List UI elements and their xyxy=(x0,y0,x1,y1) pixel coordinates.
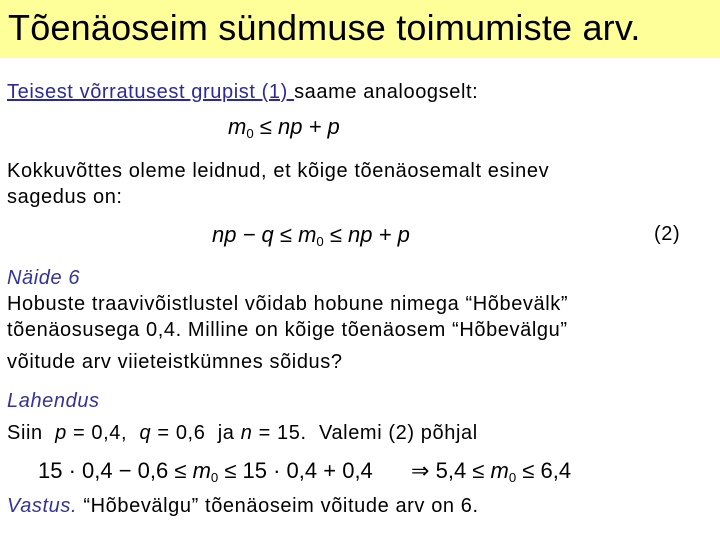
summary-line-1: Kokkuvõttes oleme leidnud, et kõige tõenäosemalt esinev xyxy=(7,160,550,182)
eq2-rhs: ≤ np + p xyxy=(323,222,410,247)
eq3-m2: m xyxy=(490,458,509,483)
eq1-m: m xyxy=(228,114,247,139)
example-line-3: võitude arv viieteistkümnes sõidus? xyxy=(7,351,343,373)
siin-text: Siin xyxy=(7,422,43,444)
solution-tail: Valemi (2) põhjal xyxy=(318,422,478,444)
q-value: = 0,6 xyxy=(151,422,206,444)
eq3-right-b: ≤ 6,4 xyxy=(516,458,572,483)
ja-text: ja xyxy=(217,422,235,444)
solution-heading: Lahendus xyxy=(7,390,100,412)
example-line-1: Hobuste traavivõistlustel võidab hobune nimega “Hõbevälk” xyxy=(7,293,569,315)
eq3-right-a: 5,4 ≤ xyxy=(435,458,491,483)
intro-line xyxy=(7,80,478,104)
eq2-m: m xyxy=(298,222,317,247)
p-value: = 0,4, xyxy=(66,422,128,444)
n-value: = 15. xyxy=(252,422,307,444)
implies-arrow: ⇒ xyxy=(411,458,430,483)
answer-line xyxy=(7,494,479,518)
eq3-left: 15 · 0,4 − 0,6 ≤ xyxy=(38,458,193,483)
n-symbol: n xyxy=(240,422,253,444)
reference-link[interactable]: Teisest võrratusest grupist (1) xyxy=(7,81,295,103)
equation-1 xyxy=(228,114,340,141)
q-symbol: q xyxy=(139,422,152,444)
eq2-lhs: np − q ≤ xyxy=(212,222,299,247)
eq3-sub2: 0 xyxy=(508,470,517,485)
intro-rest: saame analoogselt: xyxy=(294,81,479,103)
answer-label: Vastus. xyxy=(7,495,78,517)
eq3-sub: 0 xyxy=(210,470,219,485)
eq2-sub: 0 xyxy=(316,234,324,249)
example-line-2: tõenäosusega 0,4. Milline on kõige tõenäosem “Hõbevälgu” xyxy=(7,319,568,341)
p-symbol: p xyxy=(55,422,67,444)
eq3-mid: ≤ 15 · 0,4 + 0,4 xyxy=(218,458,373,483)
title-bar xyxy=(0,0,720,58)
eq1-sub: 0 xyxy=(246,126,254,141)
answer-text: “Hõbevälgu” tõenäoseim võitude arv on 6. xyxy=(83,495,479,517)
eq1-rhs: np + p xyxy=(277,114,340,139)
eq3-m: m xyxy=(192,458,211,483)
given-values-line xyxy=(7,421,478,445)
summary-line-2: sagedus on: xyxy=(7,186,123,208)
example-heading: Näide 6 xyxy=(7,267,81,289)
slide-title: Tõenäoseim sündmuse toimumiste arv. xyxy=(8,7,641,48)
equation-number: (2) xyxy=(654,223,681,245)
eq1-rel: ≤ xyxy=(253,114,278,139)
equation-2 xyxy=(212,222,410,249)
equation-3 xyxy=(38,458,571,485)
